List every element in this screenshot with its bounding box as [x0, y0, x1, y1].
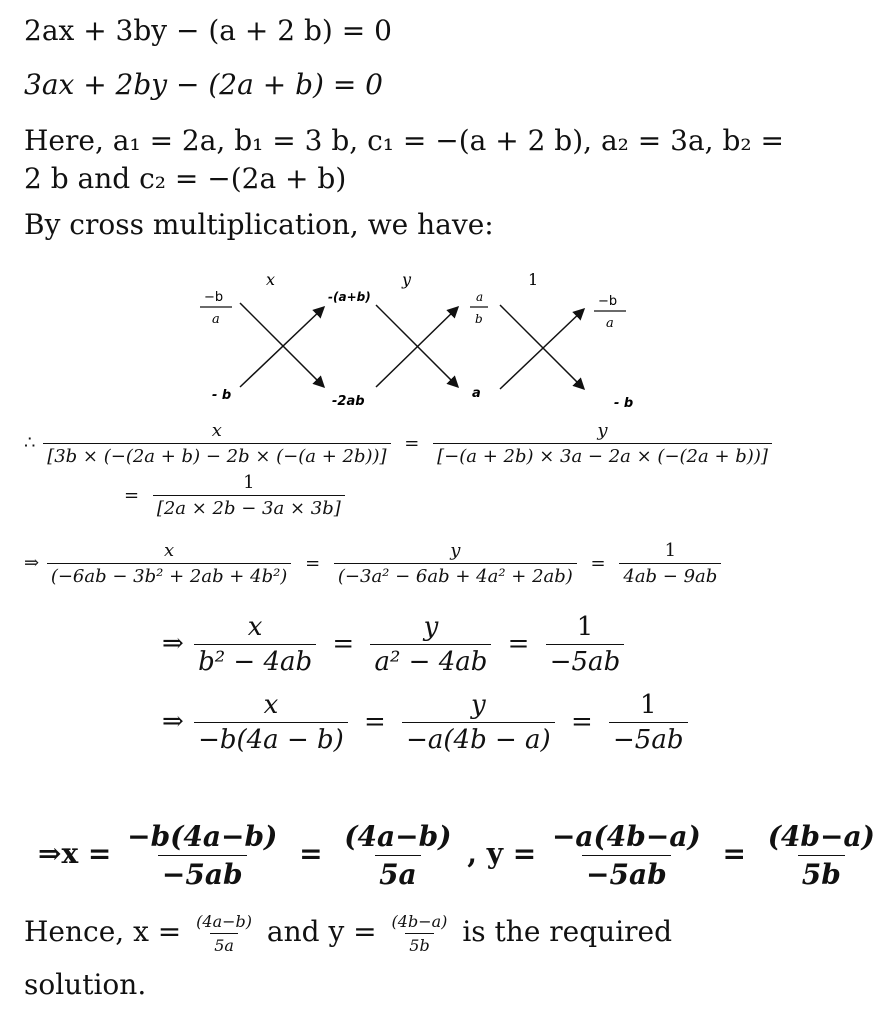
step-4-fraction-one: $\frac{1}{-5ab}$ [609, 690, 687, 755]
coefficients-line-1: Here, a₁ = 2a, b₁ = 3 b, c₁ = −(a + 2 b), a₂ = 3a, b₂ = [24, 124, 784, 157]
conclusion-y-fraction: $\frac{(4b-a)}{5b}$ [391, 912, 448, 955]
diagram-label-one: 1 [528, 270, 539, 289]
step-3-row: ⇒ $\frac{x}{\text{b² − 4ab}}$ = $\frac{y}{\text{a² − 4ab}}$ = $\frac{1}{-5ab}$ [162, 612, 626, 677]
diagram-a-num: a [476, 290, 484, 304]
step-3-fraction-x: $\frac{x}{\text{b² − 4ab}}$ [194, 612, 316, 677]
diagram-neg-a-plus-b: -(a+b) [328, 290, 371, 304]
step-2-fraction-x: $\frac{x}{\text{(−6ab − 3b² + 2ab + 4b²)}}$ [47, 540, 292, 587]
step-3-fraction-y: $\frac{y}{\text{a² − 4ab}}$ [370, 612, 491, 677]
step-4-fraction-x: $\frac{x}{-b(4a - b)}$ [194, 690, 348, 755]
conclusion-x-fraction: $\frac{(4a-b)}{5a}$ [196, 912, 252, 955]
step-5-row: ⇒x = $\frac{-b(4a-b)}{-5ab}$ = $\frac{(4a-b)}{5a}$ , y = $\frac{-a(4b-a)}{-5ab}$ = $\frac{(4b-a)}{5b}$ [38, 820, 881, 891]
step-5-fraction-3: $\frac{-a(4b-a)}{-5ab}$ [551, 820, 701, 891]
conclusion-line-1: Hence, x = $\frac{(4a-b)}{5a}$ and y = $\frac{(4b-a)}{5b}$ is the required [24, 912, 673, 955]
cross-multiplication-diagram [190, 265, 650, 415]
step-4-row: ⇒ $\frac{x}{-b(4a - b)}$ = $\frac{y}{-a(4b - a)}$ = $\frac{1}{-5ab}$ [162, 690, 690, 755]
diagram-label-x: x [266, 270, 276, 289]
conclusion-line-2: solution. [24, 968, 147, 1001]
step-5-fraction-2: $\frac{(4a-b)}{5a}$ [344, 820, 452, 891]
equation-2: 3ax + 2by − (2a + b) = 0 [24, 68, 383, 101]
step-1-row-2: = $\frac{1}{[2a \times 2b - 3a \times 3b]}$ [118, 472, 347, 519]
coefficients-line-2: 2 b and c₂ = −(2a + b) [24, 162, 347, 195]
step-2-row: ⇒ $\frac{x}{\text{(−6ab − 3b² + 2ab + 4b²)}}$ = $\frac{y}{\text{(−3a² − 6ab + 4a² + 2ab)}}$ = $\frac{1}{4ab - 9ab}$ [24, 540, 723, 587]
diagram-a-bottom: a [472, 386, 481, 401]
diagram-neg-b-num-left: −b [204, 290, 224, 305]
equation-1: 2ax + 3by − (a + 2 b) = 0 [24, 14, 392, 47]
diagram-b-den: b [475, 312, 483, 326]
diagram-neg-2ab: -2ab [332, 394, 365, 409]
step-1-fraction-y: $\frac{y}{[-(a + 2b) \times 3a - 2a \times (-(2a + b))]}$ [433, 420, 772, 467]
cross-multiplication-text: By cross multiplication, we have: [24, 208, 494, 241]
diagram-label-y: y [402, 270, 412, 289]
diagram-neg-b-left: - b [212, 388, 232, 403]
therefore-symbol: ∴ [24, 432, 36, 454]
step-5-fraction-4: $\frac{(4b-a)}{5b}$ [767, 820, 875, 891]
step-2-fraction-y: $\frac{y}{\text{(−3a² − 6ab + 4a² + 2ab)}}$ [334, 540, 577, 587]
step-3-fraction-one: $\frac{1}{-5ab}$ [546, 612, 624, 677]
diagram-a-den-right: a [606, 316, 614, 331]
diagram-a-den-left: a [212, 312, 220, 327]
step-5-fraction-1: $\frac{-b(4a-b)}{-5ab}$ [127, 820, 278, 891]
step-1-row-1: ∴ $\frac{x}{[3b \times (-(2a + b) - 2b \times (-(a + 2b))]}$ = $\frac{y}{[-(a + 2b) \times 3a - 2a \times (-(2a + b))]}$ [24, 420, 774, 467]
step-1-fraction-one: $\frac{1}{[2a \times 2b - 3a \times 3b]}$ [153, 472, 345, 519]
step-2-fraction-one: $\frac{1}{4ab - 9ab}$ [619, 540, 721, 587]
step-4-fraction-y: $\frac{y}{-a(4b - a)}$ [402, 690, 555, 755]
diagram-neg-b-num-right: −b [598, 294, 618, 309]
diagram-neg-b-right: - b [614, 396, 634, 411]
step-1-fraction-x: $\frac{x}{[3b \times (-(2a + b) - 2b \times (-(a + 2b))]}$ [43, 420, 390, 467]
